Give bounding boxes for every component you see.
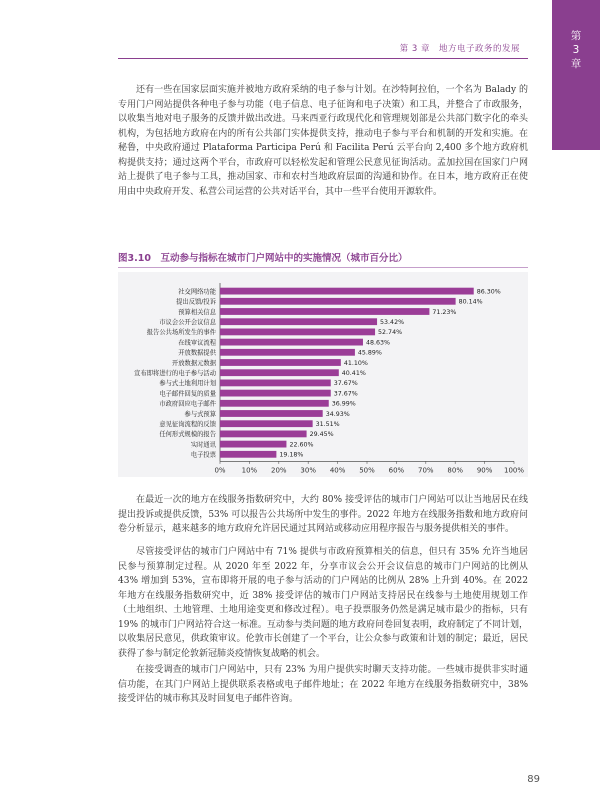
page-number: 89 [527, 774, 540, 785]
body-paragraph-2 [118, 545, 528, 661]
bar [220, 369, 339, 376]
data-label: 29.45% [309, 431, 334, 439]
category-label: 电子邮件回复的质量 [159, 390, 216, 398]
header-rule [118, 58, 528, 59]
x-tick-label: 100% [503, 466, 525, 475]
data-label: 40.41% [341, 370, 366, 377]
bar [220, 431, 307, 438]
category-label: 参与式土地利用计划 [159, 380, 216, 388]
figure-title-rule [118, 267, 528, 268]
category-label: 市政府回应电子邮件 [159, 400, 216, 408]
bar [220, 410, 323, 417]
x-tick-label: 30% [300, 466, 316, 475]
bar [220, 318, 377, 325]
category-label: 市议会公开会议信息 [159, 319, 216, 326]
category-label: 开放数据提供 [178, 349, 216, 357]
category-label: 预算相关信息 [178, 308, 216, 316]
x-tick-label: 60% [388, 466, 405, 475]
data-label: 22.60% [289, 441, 314, 449]
category-label: 在线审议流程 [178, 339, 216, 347]
category-label: 参与式预算 [184, 410, 216, 418]
x-tick-label: 40% [329, 466, 346, 475]
body-paragraph-3 [118, 663, 528, 707]
data-label: 86.30% [476, 288, 501, 296]
data-label: 45.89% [357, 349, 382, 357]
x-tick-label: 50% [359, 466, 375, 475]
x-tick-label: 70% [418, 466, 434, 475]
side-tab-char: 第 [570, 30, 582, 42]
bar [220, 339, 363, 346]
bar-chart [118, 272, 528, 477]
data-label: 52.74% [378, 329, 403, 337]
category-label: 电子投票 [190, 451, 216, 459]
paragraph-text: 在接受调查的城市门户网站中，只有 23% 为用户提供实时聊天支持功能。一些城市提供非实时通信功能，在其门户网站上提供联系表格或电子邮件地址；在 2022 年地方在线服务指数研究中，38% 接受评估的城市称其及时回复电子邮件咨询。 [118, 665, 528, 704]
category-label: 报告公共场所发生的事件 [146, 329, 216, 337]
bar [220, 451, 276, 458]
figure-title: 图3.10 互动参与指标在城市门户网站中的实施情况（城市百分比） [118, 253, 408, 264]
bar [220, 349, 355, 356]
category-label: 实时通讯 [190, 441, 216, 449]
x-tick-label: 20% [271, 466, 287, 475]
paragraph-text: 还有一些在国家层面实施并被地方政府采纳的电子参与计划。在沙特阿拉伯，一个名为 Balady 的专用门户网站提供各种电子参与功能（电子信息、电子征询和电子决策）和工具，并整合了市政服务，以收集当地对电子服务的反馈并做出改进。马来西亚行政现代化和管理规划部是公共部门数字化的牵头机构，为包括地方政府在内的所有公共部门实体提供支持，推动电子参与平台和机制的开发和实施。在秘鲁，中央政府通过 Plataforma Participa Perú 和 Facilita Perú 云平台向 2,400 多个地方政府机构提供支持；通过这两个平台，市政府可以轻松发起和管理公民意见征询活动。孟加拉国在国家门户网站上提供了电子参与工具，推动国家、市和农村当地政府层面的沟通和协作。在日本，地方政府正在使用由中央政府开发、私营公司运营的公共对话平台，其中一些平台使用开源软件。 [118, 85, 528, 197]
side-tab-char: 3 [572, 44, 580, 56]
bar [220, 308, 429, 315]
bar [220, 329, 375, 336]
data-label: 19.18% [279, 451, 304, 459]
bar [220, 298, 456, 305]
bar [220, 359, 341, 366]
data-label: 53.42% [380, 319, 405, 326]
category-label: 开放数据元数据 [171, 359, 216, 367]
category-label: 宣布即将进行的电子参与活动 [134, 370, 216, 377]
data-label: 41.10% [343, 359, 368, 367]
intro-paragraph [118, 83, 528, 199]
x-tick-label: 80% [447, 466, 463, 475]
running-header: 第 3 章 地方电子政务的发展 [399, 44, 520, 54]
paragraph-text: 在最近一次的地方在线服务指数研究中，大约 80% 接受评估的城市门户网站可以让当地居民在线提出投诉或提供反馈，53% 可以报告公共场所中发生的事件。2022 年地方在线服务指数和地方政府问卷分析显示，越来越多的地方政府允许居民通过其网站或移动应用程序报告与服务提供相关的事件。 [118, 495, 528, 534]
data-label: 37.67% [333, 390, 358, 398]
x-tick-label: 10% [241, 466, 258, 475]
bar [220, 380, 331, 387]
x-tick-label: 90% [476, 466, 493, 475]
category-label: 任何形式规模的报告 [159, 431, 216, 439]
bar [220, 288, 474, 295]
bar [220, 441, 286, 448]
side-tab-char: 章 [570, 58, 582, 70]
bar [220, 420, 313, 427]
category-label: 提出反馈/投诉 [176, 298, 216, 306]
category-label: 社交网络功能 [178, 288, 216, 296]
chapter-side-tab [552, 0, 600, 150]
data-label: 36.99% [331, 400, 356, 408]
data-label: 34.93% [325, 410, 350, 418]
bar [220, 400, 329, 407]
data-label: 80.14% [458, 298, 483, 306]
x-tick-label: 0% [214, 466, 226, 475]
data-label: 31.51% [315, 421, 340, 428]
body-paragraph-1 [118, 493, 528, 537]
paragraph-text: 尽管接受评估的城市门户网站中有 71% 提供与市政府预算相关的信息，但只有 35% 允许当地居民参与预算制定过程。从 2020 年至 2022 年，分享市议会公开会议信息的城市门户网站的比例从 43% 增加到 53%，宣布即将开展的电子参与活动的门户网站的比例从 28% 上升到 40%。在 2022 年地方在线服务指数研究中，近 38% 接受评估的城市门户网站支持居民在线参与土地使用规划工作（土地组织、土地管理、土地用途变更和修改过程）。电子投票服务仍然是满足城市最少的指标，只有 19% 的城市门户网站符合这一标准。互动参与类问题的地方政府问卷回复表明，政府制定了不同计划，以收集居民意见，供政策审议。伦敦市长创建了一个平台，让公众参与政策和计划的制定；最近，居民获得了参与制定伦敦新冠肺炎疫情恢复战略的机会。 [118, 547, 528, 659]
data-label: 37.67% [333, 380, 358, 388]
category-label: 意见征询流程的反馈 [159, 421, 216, 428]
data-label: 48.63% [365, 339, 390, 347]
data-label: 71.23% [432, 308, 457, 316]
bar [220, 390, 331, 397]
